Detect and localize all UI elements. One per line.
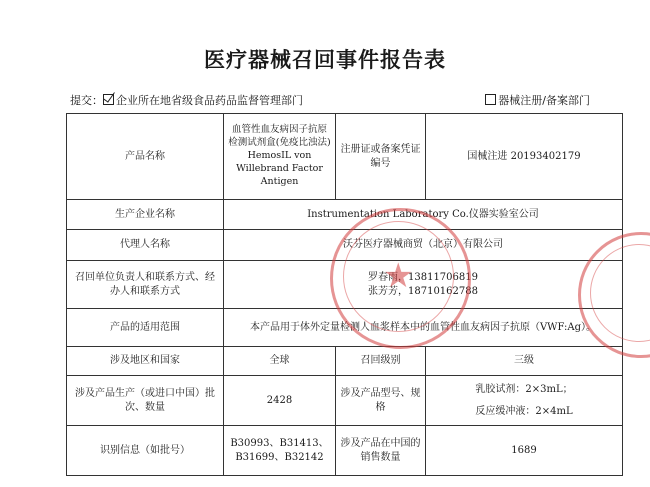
agent-label: 代理人名称	[67, 230, 224, 261]
table-row	[67, 230, 623, 261]
submit-option-registration	[485, 92, 590, 108]
batch-value: 2428	[224, 376, 336, 426]
reg-cert-value: 国械注进 20193402179	[426, 114, 623, 200]
table-row	[67, 200, 623, 230]
id-value	[224, 426, 336, 476]
contact-value	[224, 256, 623, 309]
table-row	[67, 426, 623, 476]
table-row	[67, 261, 623, 309]
region-value: 全球	[224, 347, 336, 376]
submit-option-province-label: 企业所在地省级食品药品监督管理部门	[116, 94, 303, 107]
id-label: 识别信息（如批号）	[67, 426, 224, 476]
model-value	[426, 376, 623, 426]
submit-option-registration-label: 器械注册/备案部门	[498, 94, 590, 107]
scope-value: 本产品用于体外定量检测人血浆样本中的血管性血友病因子抗原（VWF:Ag）。	[224, 309, 623, 347]
id-line-1: B30993、B31413、	[230, 438, 329, 449]
seal-star-icon: ★	[383, 256, 414, 296]
sales-label: 涉及产品在中国的销售数量	[336, 426, 426, 476]
contact-line-1: 罗春雨，13811706819	[368, 272, 478, 283]
contact-line-2: 张芳芳，18710162788	[368, 285, 478, 297]
submit-option-province	[70, 92, 303, 108]
scope-label: 产品的适用范围	[67, 309, 224, 347]
checked-checkbox-icon	[103, 94, 114, 105]
contact-label: 召回单位负责人和联系方式、经办人和联系方式	[67, 261, 224, 309]
manufacturer-label: 生产企业名称	[67, 200, 224, 230]
recall-level-value: 三级	[426, 347, 623, 376]
product-name-value: 血管性血友病因子抗原检测试剂盒(免疫比浊法) HemosIL von Willebrand Factor Antigen	[224, 114, 336, 200]
model-line-2: 反应缓冲液：2×4mL	[475, 405, 573, 417]
sales-value: 1689	[426, 426, 623, 476]
table-row	[67, 347, 623, 376]
form-title: 医疗器械召回事件报告表	[204, 48, 446, 72]
batch-label: 涉及产品生产（或进口中国）批次、数量	[67, 376, 224, 426]
manufacturer-value: Instrumentation Laboratory Co.仪器实验室公司	[224, 200, 623, 230]
submit-prefix: 提交：	[70, 94, 103, 107]
product-name-label: 产品名称	[67, 114, 224, 200]
recall-level-label: 召回级别	[336, 347, 426, 376]
unchecked-checkbox-icon	[485, 94, 496, 105]
table-row	[67, 114, 623, 200]
model-line-1: 乳胶试剂：2×3mL；	[475, 384, 573, 395]
table-row	[67, 309, 623, 347]
id-line-2: B31699、B32142	[235, 451, 324, 463]
region-label: 涉及地区和国家	[67, 347, 224, 376]
table-row	[67, 376, 623, 426]
recall-report-table	[66, 113, 623, 476]
agent-value: 沃芬医疗器械商贸（北京）有限公司	[224, 230, 623, 261]
model-label: 涉及产品型号、规格	[336, 376, 426, 426]
reg-cert-label: 注册证或备案凭证编号	[336, 114, 426, 200]
